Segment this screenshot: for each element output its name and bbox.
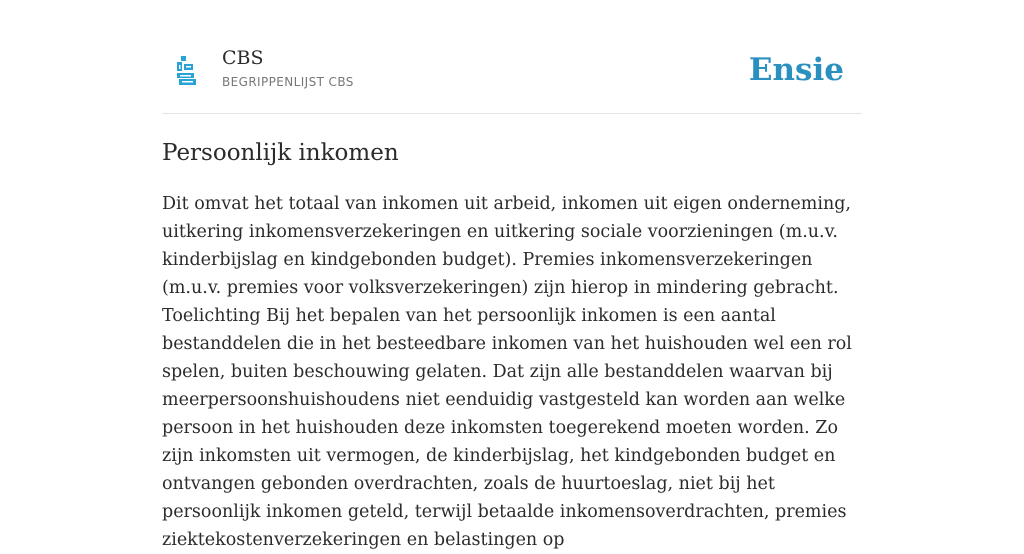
page-title: Persoonlijk inkomen xyxy=(162,140,399,166)
definition-text: Dit omvat het totaal van inkomen uit arbeid, inkomen uit eigen onderneming, uitkering inkomensverzekeringen en uitkering sociale voorzieningen (m.u.v. kinderbijslag en kindgebonden budget). Premies inkomensverzekeringen (m.u.v. premies voor volksverzekeringen) zijn hierop in mindering gebracht. Toelichting Bij het bepalen van het persoonlijk inkomen is een aantal bestanddelen die in het besteedbare inkomen van het huishouden wel een rol spelen, buiten beschouwing gelaten. Dat zijn alle bestanddelen waarvan bij meerpersoonshuishoudens niet eenduidig vastgesteld kan worden aan welke persoon in het huishouden deze inkomsten toegerekend moeten worden. Zo zijn inkomsten uit vermogen, de kinderbijslag, het kindgebonden budget en ontvangen gebonden overdrachten, zoals de huurtoeslag, niet bij het persoonlijk inkomen geteld, terwijl betaalde inkomensoverdrachten, premies ziektekostenverzekeringen en belastingen op xyxy=(162,194,852,550)
header xyxy=(162,40,862,114)
brand-name: CBS xyxy=(222,47,264,69)
brand-subtitle: BEGRIPPENLIJST CBS xyxy=(222,75,354,89)
cbs-logo-icon[interactable] xyxy=(175,56,197,86)
ensie-logo-link[interactable]: Ensie xyxy=(748,52,844,88)
